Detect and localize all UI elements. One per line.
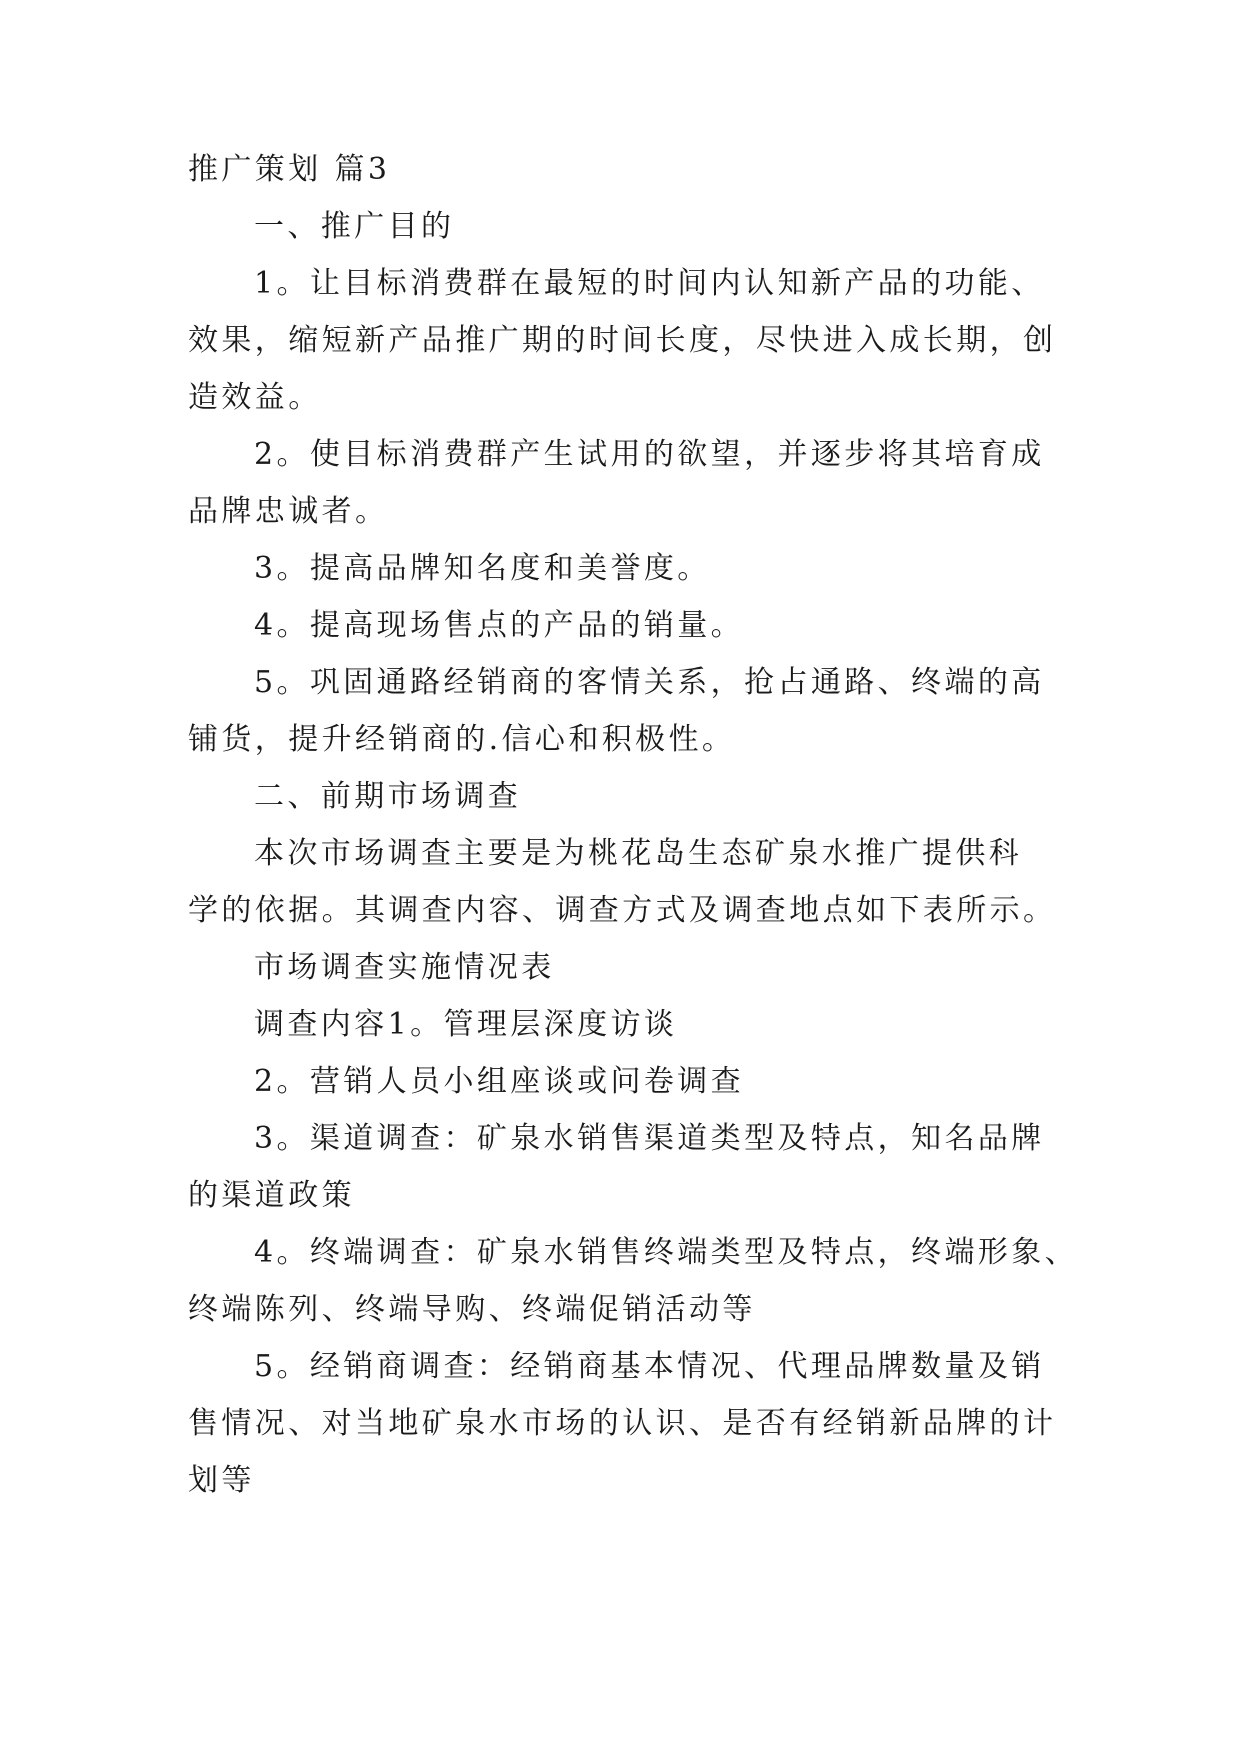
document-title: 推广策划 篇3 bbox=[188, 152, 391, 187]
paragraph-line: 5。经销商调查：经销商基本情况、代理品牌数量及销 bbox=[254, 1349, 1045, 1384]
paragraph-line: 的渠道政策 bbox=[188, 1178, 355, 1213]
paragraph-line: 品牌忠诚者。 bbox=[188, 494, 389, 529]
paragraph-line: 铺货，提升经销商的.信心和积极性。 bbox=[188, 722, 736, 757]
paragraph-line: 终端陈列、终端导购、终端促销活动等 bbox=[188, 1292, 756, 1327]
paragraph-line: 本次市场调查主要是为桃花岛生态矿泉水推广提供科 bbox=[254, 836, 1023, 871]
paragraph-line: 1。让目标消费群在最短的时间内认知新产品的功能、 bbox=[254, 266, 1045, 301]
paragraph-line: 2。营销人员小组座谈或问卷调查 bbox=[254, 1064, 745, 1099]
section-heading: 一、推广目的 bbox=[254, 209, 455, 244]
table-caption: 市场调查实施情况表 bbox=[254, 950, 555, 985]
paragraph-line: 造效益。 bbox=[188, 380, 322, 415]
paragraph-line: 3。渠道调查：矿泉水销售渠道类型及特点，知名品牌 bbox=[254, 1121, 1045, 1156]
paragraph-line: 效果，缩短新产品推广期的时间长度，尽快进入成长期，创 bbox=[188, 323, 1057, 358]
paragraph-line: 调查内容1。管理层深度访谈 bbox=[254, 1007, 678, 1042]
paragraph-line: 3。提高品牌知名度和美誉度。 bbox=[254, 551, 711, 586]
paragraph-line: 4。终端调查：矿泉水销售终端类型及特点，终端形象、 bbox=[254, 1235, 1079, 1270]
paragraph-line: 学的依据。其调查内容、调查方式及调查地点如下表所示。 bbox=[188, 893, 1057, 928]
paragraph-line: 4。提高现场售点的产品的销量。 bbox=[254, 608, 745, 643]
paragraph-line: 售情况、对当地矿泉水市场的认识、是否有经销新品牌的计 bbox=[188, 1406, 1057, 1441]
section-heading: 二、前期市场调查 bbox=[254, 779, 522, 814]
paragraph-line: 2。使目标消费群产生试用的欲望，并逐步将其培育成 bbox=[254, 437, 1045, 472]
paragraph-line: 5。巩固通路经销商的客情关系，抢占通路、终端的高 bbox=[254, 665, 1045, 700]
paragraph-line: 划等 bbox=[188, 1463, 255, 1498]
